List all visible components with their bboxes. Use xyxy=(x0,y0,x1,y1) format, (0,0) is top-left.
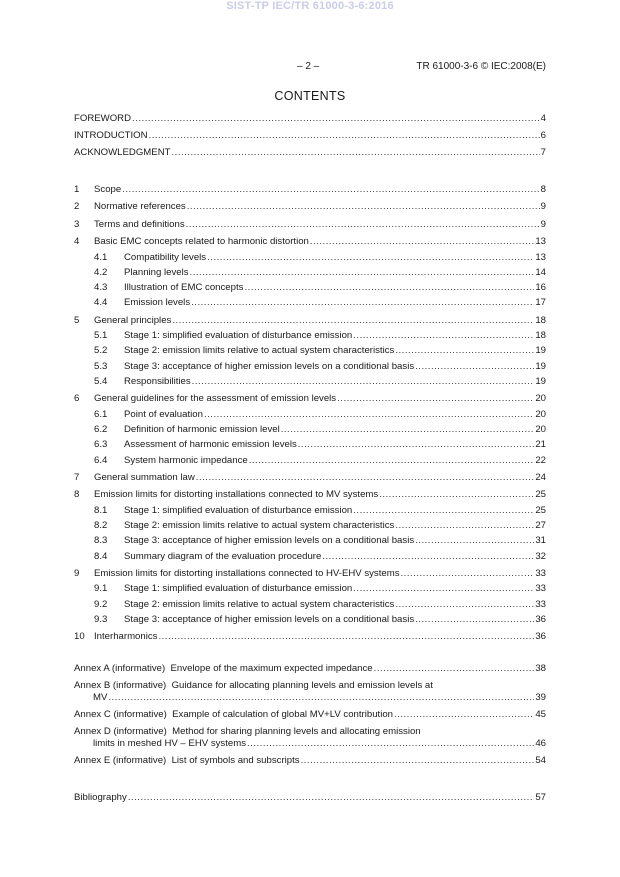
annex-label: Annex C (informative) xyxy=(74,709,167,720)
entry-page: 25 xyxy=(535,489,546,501)
entry-page: 27 xyxy=(535,520,546,531)
leader-dots xyxy=(395,520,534,532)
entry-number: 5 xyxy=(74,314,80,326)
leader-dots xyxy=(128,792,535,804)
entry-page: 57 xyxy=(535,792,546,803)
leader-dots xyxy=(298,439,535,451)
entry-page: 19 xyxy=(535,376,546,387)
entry-number: 4.2 xyxy=(94,266,108,278)
annex-title: Method for sharing planning levels and allocating emission xyxy=(172,726,421,737)
entry-number: 5.2 xyxy=(94,345,108,357)
leader-dots xyxy=(353,583,534,595)
entry-page: 17 xyxy=(535,297,546,309)
entry-title: General summation law xyxy=(94,472,195,483)
entry-page: 21 xyxy=(535,439,546,451)
entry-title: Point of evaluation xyxy=(124,408,203,420)
entry-title: Stage 3: acceptance of higher emission levels on a conditional basis xyxy=(124,613,415,625)
document-reference: TR 61000-3-6 © IEC:2008(E) xyxy=(416,61,546,72)
entry-title: Illustration of EMC concepts xyxy=(124,282,244,294)
annex-title: Example of calculation of global MV+LV contribution xyxy=(172,709,393,720)
entry-title: Stage 1: simplified evaluation of disturbance emission xyxy=(124,330,353,342)
entry-title: General principles xyxy=(94,314,172,326)
entry-title: Stage 2: emission limits relative to actual system characteristics xyxy=(124,598,395,610)
entry-title: Stage 1: simplified evaluation of disturbance emission xyxy=(124,583,353,595)
annex-title: Guidance for allocating planning levels and emission levels at xyxy=(171,680,433,691)
annex-heading xyxy=(74,709,393,721)
entry-page: 19 xyxy=(535,360,546,372)
entry-page: 16 xyxy=(535,282,546,294)
page-number: – 2 – xyxy=(297,61,320,72)
entry-page: 24 xyxy=(535,472,546,483)
entry-title: INTRODUCTION xyxy=(74,130,148,141)
entry-number: 6.2 xyxy=(94,424,108,435)
leader-dots xyxy=(301,755,535,767)
leader-dots xyxy=(415,614,534,626)
leader-dots xyxy=(395,599,534,611)
entry-title: Stage 2: emission limits relative to actual system characteristics xyxy=(124,345,395,357)
entry-number: 3 xyxy=(74,218,80,230)
entry-number: 6.1 xyxy=(94,408,108,420)
entry-page: 6 xyxy=(540,130,546,141)
entry-title: Summary diagram of the evaluation procedure xyxy=(124,550,322,562)
entry-title: ACKNOWLEDGMENT xyxy=(74,147,171,158)
entry-page: 39 xyxy=(535,692,546,703)
entry-page: 33 xyxy=(535,568,546,579)
entry-title: Assessment of harmonic emission levels xyxy=(124,439,297,451)
entry-page: 9 xyxy=(540,201,546,213)
entry-page: 33 xyxy=(535,598,546,610)
leader-dots xyxy=(108,692,534,704)
annex-heading xyxy=(74,755,300,767)
entry-title: Planning levels xyxy=(124,266,189,278)
entry-page: 20 xyxy=(535,424,546,435)
annex-label: Annex A (informative) xyxy=(74,663,166,674)
annex-title: List of symbols and subscripts xyxy=(171,755,300,766)
entry-page: 25 xyxy=(535,504,546,516)
entry-title: FOREWORD xyxy=(74,113,132,124)
leader-dots xyxy=(186,219,540,231)
entry-number: 6.3 xyxy=(94,439,108,451)
entry-number: 4.4 xyxy=(94,297,108,309)
entry-number: 6 xyxy=(74,393,80,405)
annex-heading xyxy=(74,726,421,738)
leader-dots xyxy=(249,455,535,467)
leader-dots xyxy=(207,252,534,264)
entry-title: Emission limits for distorting installations connected to HV-EHV systems xyxy=(94,568,400,579)
entry-page: 31 xyxy=(535,535,546,547)
leader-dots xyxy=(191,297,534,309)
entry-number: 4.1 xyxy=(94,251,108,263)
leader-dots xyxy=(172,315,534,327)
leader-dots xyxy=(281,424,535,436)
leader-dots xyxy=(322,551,534,563)
entry-number: 9.3 xyxy=(94,613,108,625)
entry-title: General guidelines for the assessment of emission levels xyxy=(94,393,337,405)
entry-title: Definition of harmonic emission level xyxy=(124,424,280,435)
entry-number: 9 xyxy=(74,568,80,579)
leader-dots xyxy=(415,535,534,547)
entry-page: 13 xyxy=(535,236,546,248)
entry-title: Scope xyxy=(94,184,122,195)
leader-dots xyxy=(310,236,534,248)
entry-number: 1 xyxy=(74,184,80,195)
entry-page: 18 xyxy=(535,314,546,326)
entry-page: 8 xyxy=(540,184,546,195)
entry-number: 4.3 xyxy=(94,282,108,294)
entry-number: 6.4 xyxy=(94,454,108,466)
annex-title-continuation: MV xyxy=(93,692,108,703)
entry-page: 19 xyxy=(535,345,546,357)
entry-page: 13 xyxy=(535,251,546,263)
leader-dots xyxy=(122,184,539,196)
entry-number: 8.4 xyxy=(94,550,108,562)
entry-title: Stage 2: emission limits relative to actual system characteristics xyxy=(124,520,395,531)
entry-number: 8 xyxy=(74,489,80,501)
page-header xyxy=(0,61,620,75)
leader-dots xyxy=(379,489,534,501)
entry-page: 20 xyxy=(535,408,546,420)
entry-page: 36 xyxy=(535,631,546,643)
leader-dots xyxy=(415,361,534,373)
entry-number: 8.1 xyxy=(94,504,108,516)
entry-page: 18 xyxy=(535,330,546,342)
entry-page: 22 xyxy=(535,454,546,466)
annex-label: Annex D (informative) xyxy=(74,726,167,737)
annex-heading xyxy=(74,680,433,692)
entry-page: 32 xyxy=(535,550,546,562)
entry-number: 5.3 xyxy=(94,360,108,372)
entry-number: 2 xyxy=(74,201,80,213)
leader-dots xyxy=(353,330,534,342)
leader-dots xyxy=(395,345,534,357)
leader-dots xyxy=(149,130,540,142)
contents-title: CONTENTS xyxy=(274,89,346,103)
leader-dots xyxy=(204,409,534,421)
leader-dots xyxy=(171,147,539,159)
leader-dots xyxy=(247,738,534,750)
entry-number: 7 xyxy=(74,472,80,483)
entry-title: System harmonic impedance xyxy=(124,454,248,466)
entry-page: 45 xyxy=(535,709,546,720)
entry-number: 4 xyxy=(74,236,80,248)
entry-number: 5.1 xyxy=(94,330,108,342)
leader-dots xyxy=(158,631,534,643)
entry-page: 38 xyxy=(535,663,546,674)
annex-heading xyxy=(74,663,373,675)
entry-page: 20 xyxy=(535,393,546,405)
entry-title: Bibliography xyxy=(74,792,127,803)
entry-page: 54 xyxy=(535,755,546,766)
entry-title: Normative references xyxy=(94,201,186,213)
entry-page: 14 xyxy=(535,266,546,278)
entry-number: 10 xyxy=(74,631,85,643)
entry-page: 36 xyxy=(535,613,546,625)
entry-title: Compatibility levels xyxy=(124,251,207,263)
entry-page: 9 xyxy=(540,218,546,230)
entry-number: 8.2 xyxy=(94,520,108,531)
annex-title: Envelope of the maximum expected impedance xyxy=(170,663,373,674)
entry-number: 5.4 xyxy=(94,376,108,387)
entry-title: Interharmonics xyxy=(94,631,158,643)
entry-page: 33 xyxy=(535,583,546,595)
leader-dots xyxy=(132,113,540,125)
leader-dots xyxy=(187,201,540,213)
leader-dots xyxy=(374,663,535,675)
annex-label: Annex B (informative) xyxy=(74,680,167,691)
annex-title-continuation: limits in meshed HV – EHV systems xyxy=(93,738,247,749)
entry-title: Basic EMC concepts related to harmonic distortion xyxy=(94,236,309,248)
leader-dots xyxy=(401,568,535,580)
entry-page: 7 xyxy=(540,147,546,158)
entry-title: Terms and definitions xyxy=(94,218,185,230)
entry-number: 9.2 xyxy=(94,598,108,610)
watermark: SIST-TP IEC/TR 61000-3-6:2016 xyxy=(226,0,394,12)
leader-dots xyxy=(353,505,534,517)
entry-page: 4 xyxy=(540,113,546,124)
leader-dots xyxy=(196,472,535,484)
entry-title: Emission levels xyxy=(124,297,191,309)
entry-page: 46 xyxy=(535,738,546,749)
leader-dots xyxy=(394,709,534,721)
entry-title: Stage 3: acceptance of higher emission levels on a conditional basis xyxy=(124,360,415,372)
leader-dots xyxy=(337,393,534,405)
annex-label: Annex E (informative) xyxy=(74,755,167,766)
entry-title: Responsibilities xyxy=(124,376,191,387)
entry-title: Emission limits for distorting installations connected to MV systems xyxy=(94,489,379,501)
leader-dots xyxy=(190,267,535,279)
leader-dots xyxy=(192,376,535,388)
entry-number: 8.3 xyxy=(94,535,108,547)
leader-dots xyxy=(244,282,534,294)
entry-title: Stage 1: simplified evaluation of disturbance emission xyxy=(124,504,353,516)
entry-number: 9.1 xyxy=(94,583,108,595)
entry-title: Stage 3: acceptance of higher emission levels on a conditional basis xyxy=(124,535,415,547)
